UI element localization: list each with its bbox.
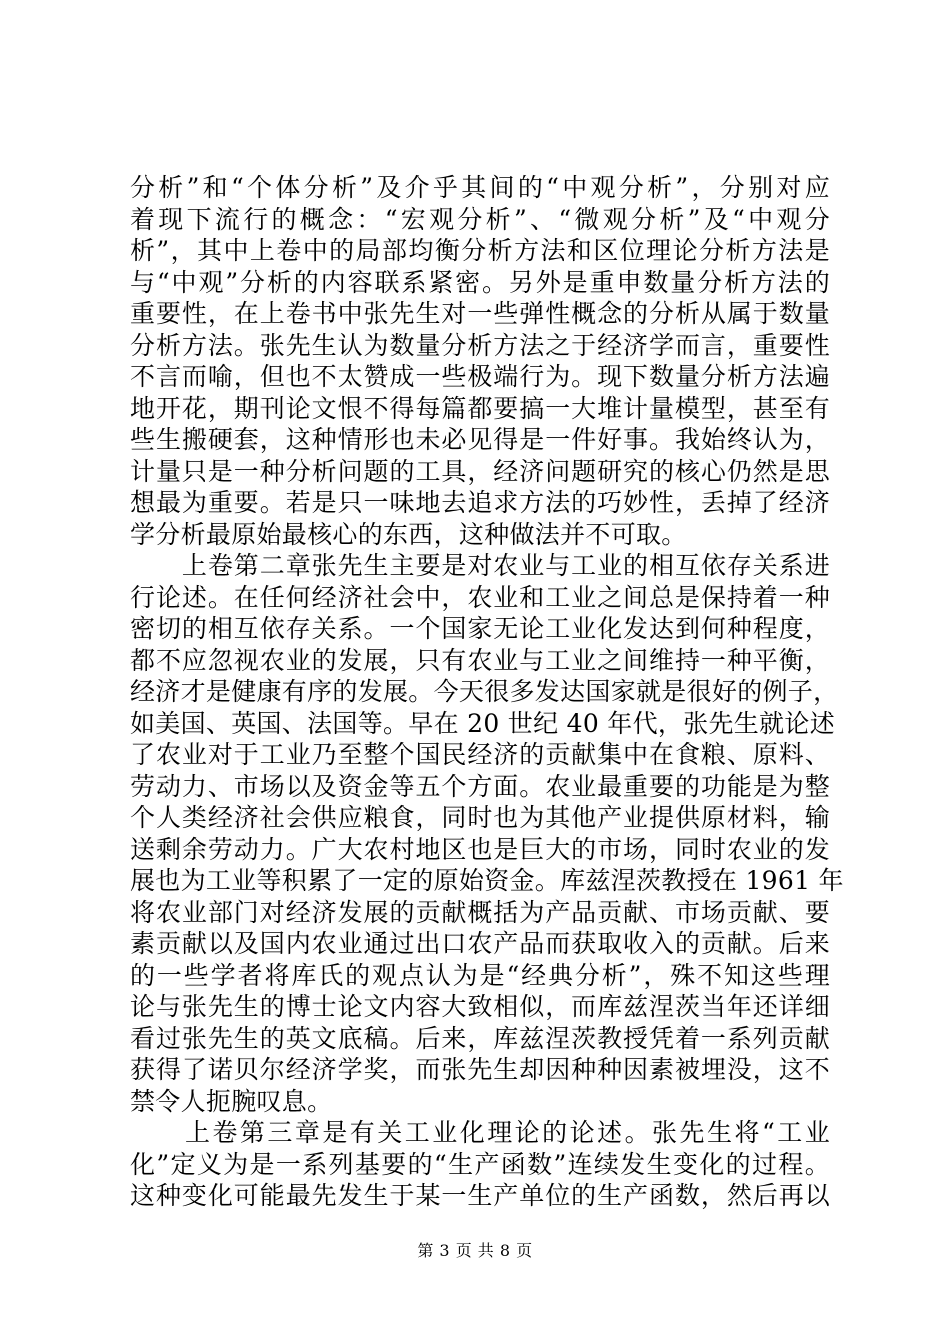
- body-text: [130, 172, 844, 1212]
- paragraph-end-line: 禁令人扼腕叹息。: [130, 1086, 333, 1116]
- paragraph-start-line: 上卷第二章张先生主要是对农业与工业的相互依存关系进: [130, 551, 830, 580]
- text-line: 的一些学者将库氏的观点认为是“经典分析”，殊不知这些理: [130, 960, 830, 990]
- text-line: 想最为重要。若是只一味地去追求方法的巧妙性，丢掉了经济: [130, 488, 830, 517]
- text-line: 着现下流行的概念：“宏观分析”、“微观分析”及“中观分: [130, 204, 830, 234]
- text-line: 重要性，在上卷书中张先生对一些弹性概念的分析从属于数量: [130, 299, 830, 328]
- text-line: 化”定义为是一系列基要的“生产函数”连续发生变化的过程。: [130, 1149, 830, 1179]
- text-line: 获得了诺贝尔经济学奖，而张先生却因种种因素被埋没，这不: [130, 1055, 830, 1084]
- text-line: 密切的相互依存关系。一个国家无论工业化发达到何种程度，: [130, 614, 830, 643]
- text-line: 送剩余劳动力。广大农村地区也是巨大的市场，同时农业的发: [130, 834, 830, 864]
- text-line: 看过张先生的英文底稿。后来，库兹涅茨教授凭着一系列贡献: [130, 1023, 830, 1053]
- text-line: 析”，其中上卷中的局部均衡分析方法和区位理论分析方法是: [130, 236, 830, 265]
- text-line: 经济才是健康有序的发展。今天很多发达国家就是很好的例子，: [130, 677, 839, 706]
- text-line: 些生搬硬套，这种情形也未必见得是一件好事。我始终认为，: [130, 425, 830, 454]
- text-line: 个人类经济社会供应粮食，同时也为其他产业提供原材料，输: [130, 803, 830, 832]
- text-line: 分析方法。张先生认为数量分析方法之于经济学而言，重要性: [130, 330, 830, 360]
- text-line: 行论述。在任何经济社会中，农业和工业之间总是保持着一种: [130, 582, 830, 612]
- text-line: 素贡献以及国内农业通过出口农产品而获取收入的贡献。后来: [130, 929, 830, 958]
- text-line: 与“中观”分析的内容联系紧密。另外是重申数量分析方法的: [130, 267, 830, 297]
- page-number-footer: 第 3 页 共 8 页: [417, 1241, 533, 1260]
- text-line: 将农业部门对经济发展的贡献概括为产品贡献、市场贡献、要: [130, 897, 830, 927]
- paragraph-end-line: 学分析最原始最核心的东西，这种做法并不可取。: [130, 519, 687, 549]
- text-line: 都不应忽视农业的发展，只有农业与工业之间维持一种平衡，: [130, 645, 830, 675]
- text-line: 这种变化可能最先发生于某一生产单位的生产函数，然后再以: [130, 1181, 830, 1210]
- paragraph-start-line: 上卷第三章是有关工业化理论的论述。张先生将“工业: [130, 1118, 830, 1147]
- text-line: 了农业对于工业乃至整个国民经济的贡献集中在食粮、原料、: [130, 740, 830, 769]
- text-line: 展也为工业等积累了一定的原始资金。库兹涅茨教授在 1961 年: [130, 866, 844, 895]
- text-line: 劳动力、市场以及资金等五个方面。农业最重要的功能是为整: [130, 771, 830, 801]
- text-line: 分析”和“个体分析”及介乎其间的“中观分析”，分别对应: [130, 173, 830, 202]
- text-line: 计量只是一种分析问题的工具，经济问题研究的核心仍然是思: [130, 456, 830, 486]
- text-line: 如美国、英国、法国等。早在 20 世纪 40 年代，张先生就论述: [130, 708, 836, 738]
- text-line: 地开花，期刊论文恨不得每篇都要搞一大堆计量模型，甚至有: [130, 393, 830, 423]
- text-line: 论与张先生的博士论文内容大致相似，而库兹涅茨当年还详细: [130, 992, 830, 1021]
- text-line: 不言而喻，但也不太赞成一些极端行为。现下数量分析方法遍: [130, 362, 830, 391]
